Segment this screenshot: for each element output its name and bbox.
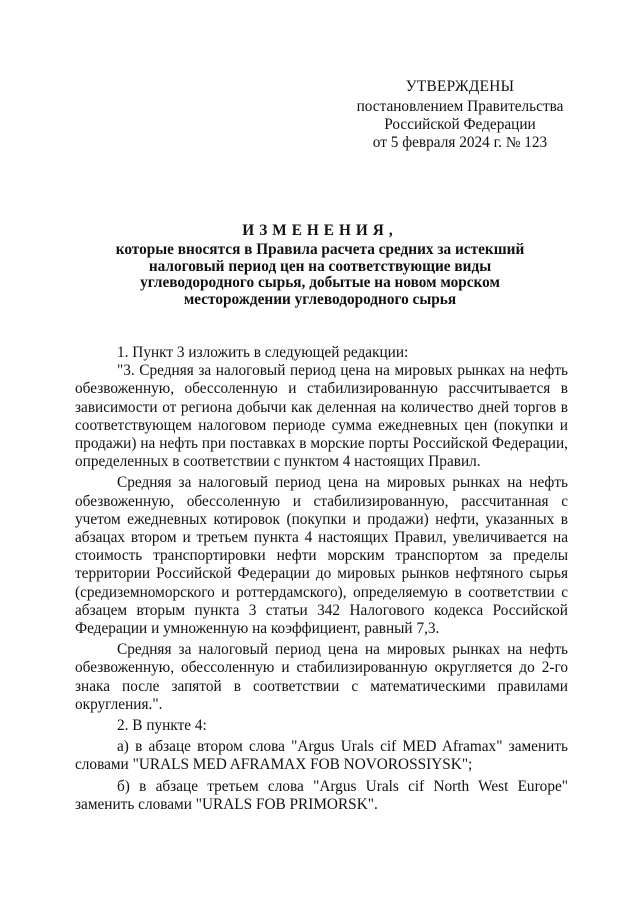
- title-line: месторождении углеводородного сырья: [183, 290, 457, 308]
- approval-heading: УТВЕРЖДЕНЫ: [405, 78, 515, 95]
- title-line: углеводородного сырья, добытые на новом морском: [140, 274, 500, 291]
- paragraph-item-1: 1. Пункт 3 изложить в следующей редакции:: [117, 344, 409, 361]
- paragraph-item-2: 2. В пункте 4:: [117, 717, 207, 735]
- paragraph: Средняя за налоговый период цена на мировых рынках на нефть обезвоженную, обессоленную и стабилизированную округляется до 2-го знака после запятой в соответствии с математическими правилами округления.".: [75, 641, 568, 713]
- document-title: [60, 220, 580, 308]
- title-word: ИЗМЕНЕНИЯ,: [242, 222, 398, 239]
- approval-line: Российской Федерации: [384, 116, 536, 133]
- approval-stamp: [330, 78, 590, 152]
- paragraph-subitem-b: б) в абзаце третьем слова "Argus Urals cif North West Europe" заменить словами "URALS FOB PRIMORSK".: [75, 777, 568, 813]
- title-line: которые вносятся в Правила расчета средних за истекший: [115, 241, 525, 258]
- paragraph: "3. Средняя за налоговый период цена на мировых рынках на нефть обезвоженную, обессоленную и стабилизированную рассчитывается в зависимости от региона добычи как деленная на количество дней торгов в соответствующем налоговом периоде сумма ежедневных цен (покупки и продажи) на нефть при поставках в морские порты Российской Федерации, определенных в соответствии с пунктом 4 настоящих Правил.: [75, 362, 568, 471]
- approval-line: постановлением Правительства: [356, 98, 564, 115]
- paragraph: Средняя за налоговый период цена на мировых рынках на нефть обезвоженную, обессоленную и стабилизированную, рассчитанная с учетом ежедневных котировок (покупки и продажи) нефти, указанных в абзацах втором и третьем пункта 4 настоящих Правил, увеличивается на стоимость транспортировки нефти морским транспортом за пределы территории Российской Федерации до мировых рынков нефтяного сырья (средиземноморского и роттердамского), определяемую в соответствии с абзацем вторым пункта 3 статьи 342 Налогового кодекса Российской Федерации и умноженную на коэффициент, равный 7,3.: [75, 474, 568, 638]
- document-body: [75, 344, 568, 814]
- approval-date-line: от 5 февраля 2024 г. № 123: [372, 134, 548, 151]
- paragraph-subitem-a: а) в абзаце втором слова "Argus Urals cif MED Aframax" заменить словами "URALS MED AFRAMAX FOB NOVOROSSIYSK";: [75, 738, 568, 774]
- title-line: налоговый период цен на соответствующие виды: [148, 257, 492, 275]
